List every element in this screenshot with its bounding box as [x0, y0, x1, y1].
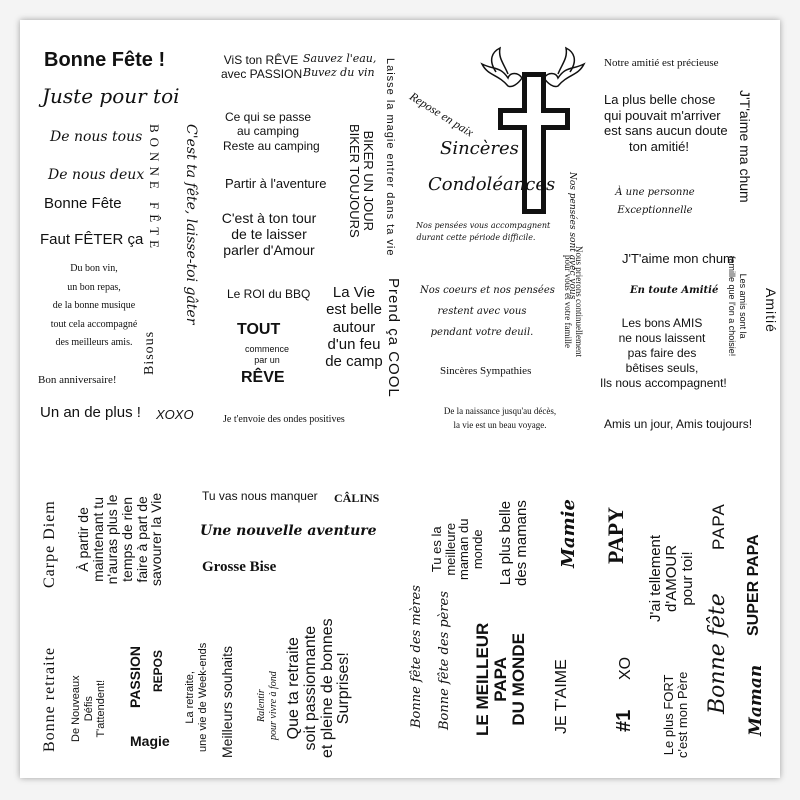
quadrant-parents: [400, 440, 780, 778]
bonne-fete-title: Bonne Fête !: [44, 49, 166, 71]
bonne-retraite: Bonne retraite: [41, 646, 58, 752]
bonne-fete-2: Bonne Fête: [44, 195, 122, 212]
quadrant-condolences: [400, 20, 600, 440]
quadrant-friendship: [600, 20, 780, 440]
passion: PASSION: [127, 646, 143, 708]
ton-tour: C'est à ton tour de te laisser parler d'Amour: [221, 210, 317, 259]
meilleur-papa: LE MEILLEUR PAPA DU MONDE: [473, 622, 528, 736]
meilleurs-souhaits: Meilleurs souhaits: [219, 645, 235, 758]
roi-bbq: Le ROI du BBQ: [227, 287, 311, 301]
quadrant-camping: [215, 20, 400, 440]
number-one: #1: [613, 709, 635, 732]
super-papa: SUPER PAPA: [745, 534, 762, 636]
bonne-fete-peres: Bonne fête des pères: [437, 591, 452, 730]
bisous: Bisous: [142, 330, 157, 375]
xoxo: XOXO: [156, 407, 194, 422]
prend-ca-cool: Prend ça COOL: [385, 278, 402, 398]
xo: XO: [617, 656, 634, 680]
tellement-damour: J'ai tellement d'AMOUR pour toi!: [647, 534, 696, 622]
carpe-diem: Carpe Diem: [41, 500, 58, 588]
amitie: Amitié: [763, 288, 779, 333]
repos: REPOS: [151, 649, 165, 692]
plus-belle-mamans: La plus belle des mamans: [497, 500, 530, 586]
amitie-precieuse: Notre amitié est précieuse: [604, 57, 719, 69]
bonne-fete-vertical: BONNE FÊTE: [147, 124, 162, 254]
a-partir-de: À partir de maintenant tu n'auras plus le temps de rien faire à part de savourer la Vie: [75, 492, 165, 586]
coeurs-pensees: Nos coeurs et nos pensées restent avec vous pendant votre deuil.: [420, 285, 555, 338]
jtaime-mon-chum: J'T'aime mon chum: [622, 251, 734, 266]
je-taime: JE T'AIME: [553, 659, 570, 734]
nouveaux-defis: De Nouveaux Défis T'attendent!: [70, 675, 108, 742]
juste-pour-toi: Juste pour toi: [42, 84, 180, 108]
bonne-fete-meres: Bonne fête des mères: [409, 585, 424, 728]
stamp-sheet: [20, 20, 780, 778]
un-an-de-plus: Un an de plus !: [40, 404, 141, 421]
sinceres-sympathies: Sincères Sympathies: [440, 365, 532, 377]
papy: PAPY: [603, 506, 628, 564]
belle-chose: La plus belle chose qui pouvait m'arriver est sans aucun doute ton amitié!: [604, 92, 728, 154]
meilleure-maman: Tu es la meilleure maman du monde: [429, 518, 485, 580]
en-toute-amitie: En toute Amitié: [630, 285, 719, 296]
plus-fort-pere: Le plus FORT c'est mon Père: [661, 671, 691, 758]
nouvelle-aventure: Une nouvelle aventure: [200, 523, 377, 539]
laisse-la-magie: Laisse la magie entrer dans ta vie: [384, 58, 396, 257]
biker: BIKER UN JOUR BIKER TOUJOURS: [346, 124, 376, 238]
condoleances: Condoléances: [428, 174, 556, 195]
repose-en-paix: Repose en paix: [407, 89, 477, 140]
que-ta-retraite: Que ta retraite soit passionnante et pleine de bonnes Surprises!: [285, 618, 353, 758]
la-vie-est-belle: La Vie est belle autour d'un feu de camp: [325, 284, 383, 370]
de-nous-tous: De nous tous: [50, 129, 143, 145]
tout: TOUT: [237, 321, 281, 338]
calins: CÂLINS: [334, 491, 380, 505]
faut-feter: Faut FÊTER ça: [40, 231, 144, 248]
quadrant-birthday: [20, 20, 215, 440]
bons-amis: Les bons AMIS ne nous laissent pas faire des bêtises seuls, Ils nous accompagnent!: [600, 316, 727, 390]
jtaime-ma-chum: J'T'aime ma chum: [737, 90, 753, 203]
amis-toujours: Amis un jour, Amis toujours!: [604, 417, 753, 431]
quadrant-retirement: [20, 440, 390, 778]
ralentir: Ralentir pour vivre à fond: [256, 671, 279, 740]
commence: commence par un: [245, 344, 290, 365]
papa: PAPA: [709, 503, 728, 550]
mamie: Mamie: [558, 499, 579, 568]
ondes-positives: Je t'envoie des ondes positives: [223, 414, 345, 425]
vis-ton-reve: ViS ton RÊVE avec PASSION: [221, 53, 303, 81]
de-nous-deux: De nous deux: [48, 167, 145, 183]
grosse-bise: Grosse Bise: [202, 559, 277, 575]
nos-pensees-vertical: Nos pensées sont avec vous: [567, 172, 577, 300]
nous-prierons: Nous prierons continuellement pour vous et votre famille: [563, 246, 584, 357]
partir-aventure: Partir à l'aventure: [225, 176, 327, 191]
maman: Maman: [746, 664, 766, 736]
camping: Ce qui se passe au camping Reste au camping: [223, 110, 320, 153]
amis-famille: Les amis sont la famille que l'on a choisie!: [727, 256, 748, 357]
personne-exceptionnelle: À une personne Exceptionnelle: [615, 187, 695, 216]
retraite-week-ends: La retraite, une vie de Week-ends: [184, 642, 210, 752]
magie: Magie: [130, 733, 170, 749]
sauvez-leau: Sauvez l'eau, Buvez du vin: [303, 52, 377, 80]
sinceres: Sincères: [440, 138, 519, 159]
reve: RÊVE: [241, 369, 285, 386]
bon-anniversaire: Bon anniversaire!: [38, 374, 117, 386]
pensees-accompagnent: Nos pensées vous accompagnent durant cette période difficile.: [416, 221, 551, 242]
bonne-fete-script: Bonne fête: [705, 593, 730, 714]
cest-ta-fete: C'est ta fête, laisse-toi gâter: [183, 124, 199, 325]
naissance-deces: De la naissance jusqu'au décès, la vie est un beau voyage.: [443, 406, 557, 431]
poem: Du bon vin, un bon repas, de la bonne musique tout cela accompagné des meilleurs amis.: [50, 263, 138, 348]
tu-vas-nous-manquer: Tu vas nous manquer: [202, 489, 318, 503]
